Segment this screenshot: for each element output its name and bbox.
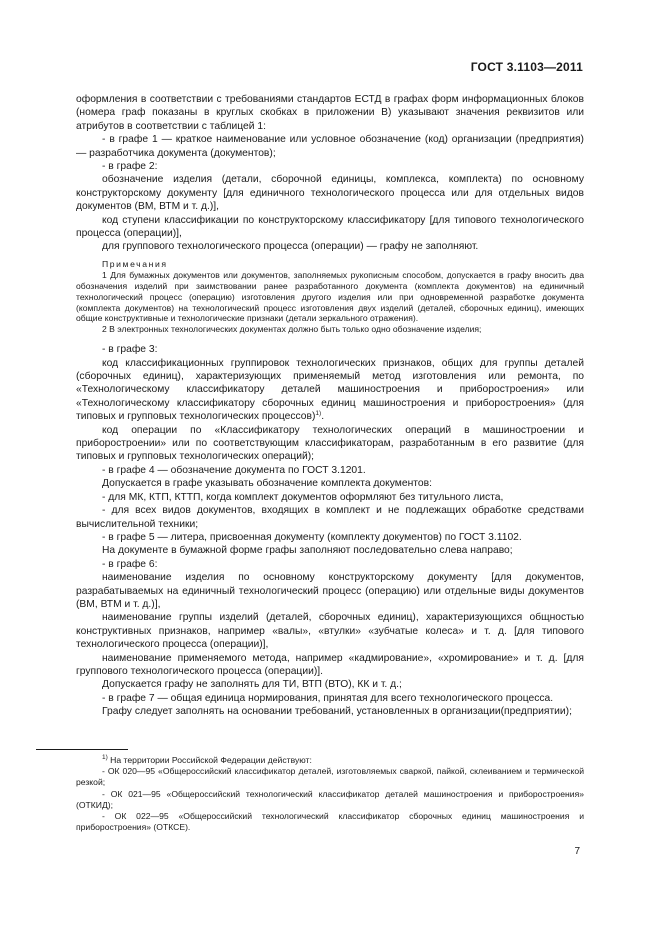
footnote-item: - ОК 020—95 «Общероссийский классификатор деталей, изготовляемых сваркой, пайкой, склеиванием и термической резкой; — [76, 766, 584, 788]
paragraph: наименование группы изделий (деталей, сборочных единиц), характеризующихся общностью конструктивных признаков, например «валы», «втулки» «зубчатые колеса» и т. д. [для типового технологического процесса (операции)], — [76, 612, 584, 651]
paragraph: наименование изделия по основному конструкторскому документу [для документов, разрабатываемых на единичный технологический процесс (операцию) или отдельные виды документов (ВМ, ВТМ и т. д.)], — [76, 572, 584, 610]
paragraph: код операции по «Классификатору технологических операций в машиностроении и приборостроении» или по соответствующим классификаторам, разработанным в его развитие (для типовых и групповых технологических операций); — [76, 424, 584, 463]
paragraph: - в графе 7 — общая единица нормирования, принятая для всего технологического процесса. — [102, 692, 554, 704]
footnote-marker: 1) — [102, 754, 108, 761]
paragraph: - для всех видов документов, входящих в комплект и не подлежащих обработке средствами вычислительной техники; — [76, 505, 584, 530]
paragraph: код ступени классификации по конструкторскому классификатору [для типового технологического процесса (операции)], — [76, 214, 584, 240]
paragraph: - в графе 2: — [102, 161, 158, 173]
main-text — [76, 93, 584, 719]
footnote-item: - ОК 021—95 «Общероссийский технологический классификатор деталей машиностроения и приборостроения» (ОТКИД); — [76, 788, 584, 810]
paragraph: Допускается в графе указывать обозначение комплекта документов: — [102, 478, 432, 490]
notes-title: Примечания — [102, 258, 168, 269]
paragraph: оформления в соответствии с требованиями стандартов ЕСТД в графах форм информационных блоков (номера граф показаны в круглых скобках в приложении В) указывают значения реквизитов или атрибутов в соответствии с таблицей 1: — [76, 94, 584, 132]
paragraph: На документе в бумажной форме графы заполняют последовательно слева направо; — [102, 545, 513, 557]
paragraph: - в графе 3: — [102, 344, 158, 356]
paragraph: Графу следует заполнять на основании требований, установленных в организации(предприятии); — [102, 706, 572, 718]
footnote-intro-text: На территории Российской Федерации действуют: — [110, 755, 312, 765]
footnote-item: - ОК 022—95 «Общероссийский технологический классификатор сборочных единиц машиностроения и приборостроения» (ОТКСЕ). — [76, 811, 584, 833]
paragraph: обозначение изделия (детали, сборочной единицы, комплекса, комплекта) по основному конструкторскому документу [для единичного технологического процесса или для отдельных видов документов (ВМ, ВТМ и т. д.)], — [76, 174, 584, 213]
paragraph: - в графе 4 — обозначение документа по ГОСТ 3.1201. — [102, 464, 366, 476]
paragraph: Допускается графу не заполнять для ТИ, ВТП (ВТО), КК и т. д.; — [102, 679, 402, 691]
notes-block — [76, 259, 584, 335]
note-item: 1 Для бумажных документов или документов, заполняемых рукописным способом, допускается в графу вносить два обозначения изделий при заимствовании ранее разработанного документа (комплекта документов) на единичный технологический процесс (операцию) изготовления другого изделия или при одновременной разработке документа (комплекта документов) на технологический процесс изготовления двух изделий (деталей, сборочных единиц), имеющих общие конструктивные и технологические признаки (детали зеркального отражения). — [76, 269, 584, 324]
paragraph: наименование применяемого метода, например «кадмирование», «хромирование» и т. д. [для группового технологического процесса (операции)]. — [76, 652, 584, 677]
main-text-continued — [76, 343, 584, 718]
paragraph: - в графе 1 — краткое наименование или условное обозначение (код) организации (предприятия) — разработчика документа (документов); — [76, 134, 584, 159]
paragraph: - в графе 5 — литера, присвоенная документу (комплекту документов) по ГОСТ 3.1102. — [102, 531, 522, 543]
footnote-separator — [36, 749, 128, 750]
paragraph-end: . — [321, 411, 325, 423]
footnote-intro — [76, 755, 584, 766]
document-header: ГОСТ 3.1103—2011 — [470, 60, 583, 74]
page-number: 7 — [574, 846, 580, 857]
paragraph-text: код классификационных группировок технологических признаков, общих для группы деталей (сборочных единиц), характеризующих применяемый метод изготовления или ремонта, по «Технологическому классификатору деталей машиностроения и приборостроения» или «Технологическому классификатору сборочных единиц машиностроения и приборостроения» (для типовых и групповых технологических процессов) — [76, 357, 584, 423]
paragraph: для группового технологического процесса (операции) — графу не заполняют. — [102, 241, 479, 253]
paragraph — [76, 357, 584, 424]
note-item: 2 В электронных технологических документах должно быть только одно обозначение изделия; — [102, 324, 482, 335]
paragraph: - в графе 6: — [102, 558, 158, 570]
footnotes — [76, 755, 584, 833]
footnote-ref: 1) — [315, 410, 322, 418]
paragraph: - для МК, КТП, КТТП, когда комплект документов оформляют без титульного листа, — [102, 491, 504, 503]
